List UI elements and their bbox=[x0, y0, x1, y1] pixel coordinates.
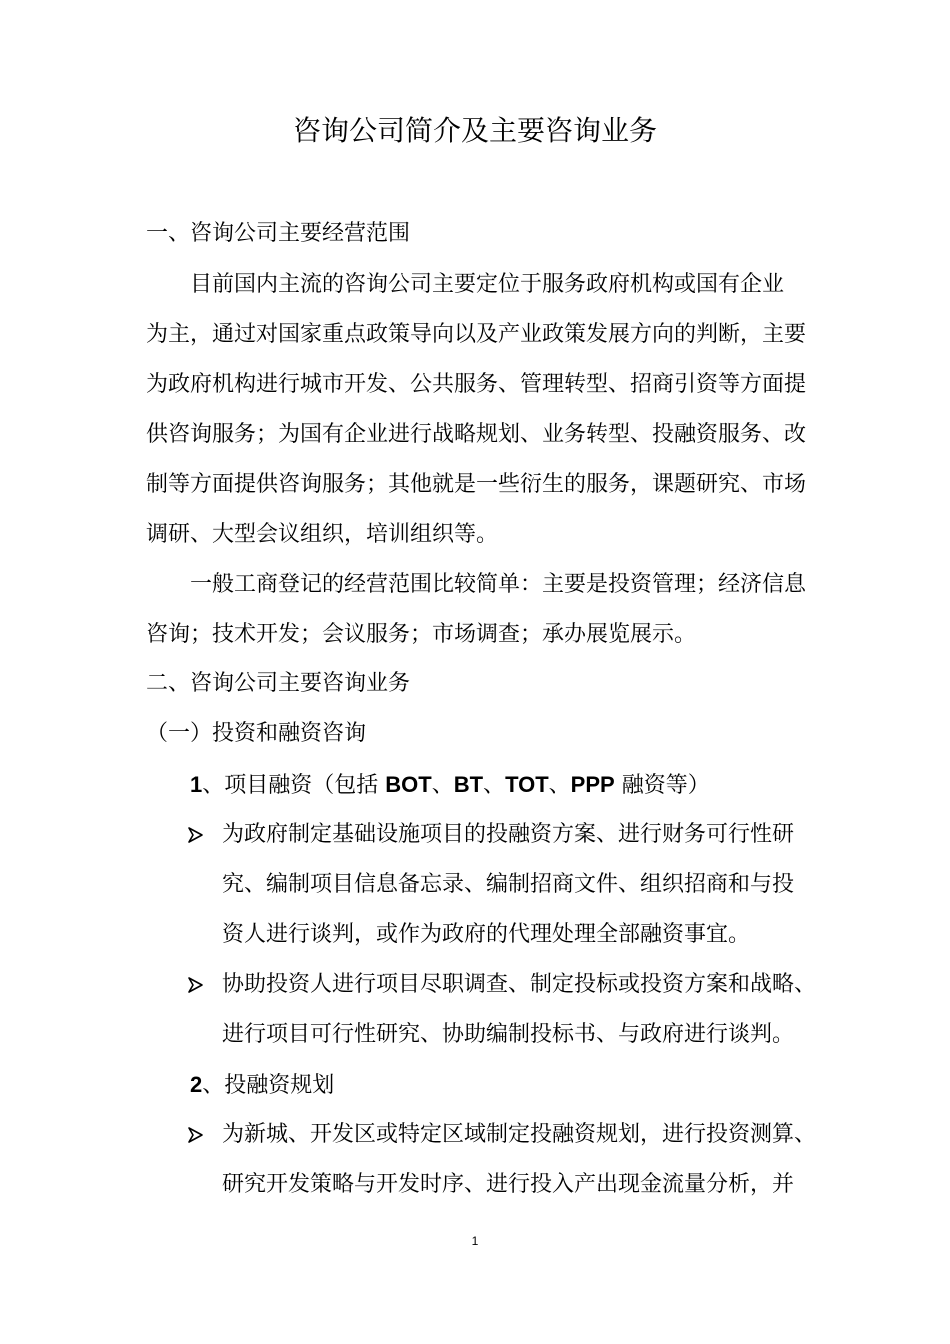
section-heading-2: 二、咨询公司主要咨询业务 bbox=[146, 671, 411, 696]
subsection-heading-1: （一）投资和融资咨询 bbox=[146, 721, 367, 746]
bullet-line: 研究开发策略与开发时序、进行投入产出现金流量分析，并 bbox=[222, 1172, 795, 1197]
item-heading-2: 2、投融资规划 bbox=[190, 1072, 335, 1098]
paragraph-line: 目前国内主流的咨询公司主要定位于服务政府机构或国有企业 bbox=[190, 272, 785, 297]
arrow-bullet-icon bbox=[186, 824, 206, 846]
section-heading-1: 一、咨询公司主要经营范围 bbox=[146, 221, 411, 246]
item-number: 2 bbox=[190, 1072, 203, 1097]
bullet-line: 资人进行谈判，或作为政府的代理处理全部融资事宜。 bbox=[222, 922, 751, 947]
paragraph-line: 一般工商登记的经营范围比较简单：主要是投资管理；经济信息 bbox=[190, 572, 807, 597]
bullet-line: 协助投资人进行项目尽职调查、制定投标或投资方案和战略、 bbox=[222, 972, 817, 997]
bullet-line: 为新城、开发区或特定区域制定投融资规划，进行投资测算、 bbox=[222, 1122, 817, 1147]
paragraph-line: 为主，通过对国家重点政策导向以及产业政策发展方向的判断，主要 bbox=[146, 322, 807, 347]
paragraph-line: 调研、大型会议组织，培训组织等。 bbox=[146, 522, 499, 547]
paragraph-line: 供咨询服务；为国有企业进行战略规划、业务转型、投融资服务、改 bbox=[146, 422, 807, 447]
bullet-line: 进行项目可行性研究、协助编制投标书、与政府进行谈判。 bbox=[222, 1022, 795, 1047]
paragraph-line: 咨询；技术开发；会议服务；市场调查；承办展览展示。 bbox=[146, 622, 697, 647]
item-heading-1: 1、项目融资（包括 BOT、BT、TOT、PPP 融资等） bbox=[190, 772, 710, 798]
arrow-bullet-icon bbox=[186, 1124, 206, 1146]
page-number: 1 bbox=[471, 1234, 479, 1248]
item-number: 1 bbox=[190, 772, 203, 797]
document-title: 咨询公司简介及主要咨询业务 bbox=[292, 114, 657, 147]
arrow-bullet-icon bbox=[186, 974, 206, 996]
bullet-line: 究、编制项目信息备忘录、编制招商文件、组织招商和与投 bbox=[222, 872, 795, 897]
paragraph-line: 为政府机构进行城市开发、公共服务、管理转型、招商引资等方面提 bbox=[146, 372, 807, 397]
bullet-line: 为政府制定基础设施项目的投融资方案、进行财务可行性研 bbox=[222, 822, 795, 847]
paragraph-line: 制等方面提供咨询服务；其他就是一些衍生的服务，课题研究、市场 bbox=[146, 472, 807, 497]
